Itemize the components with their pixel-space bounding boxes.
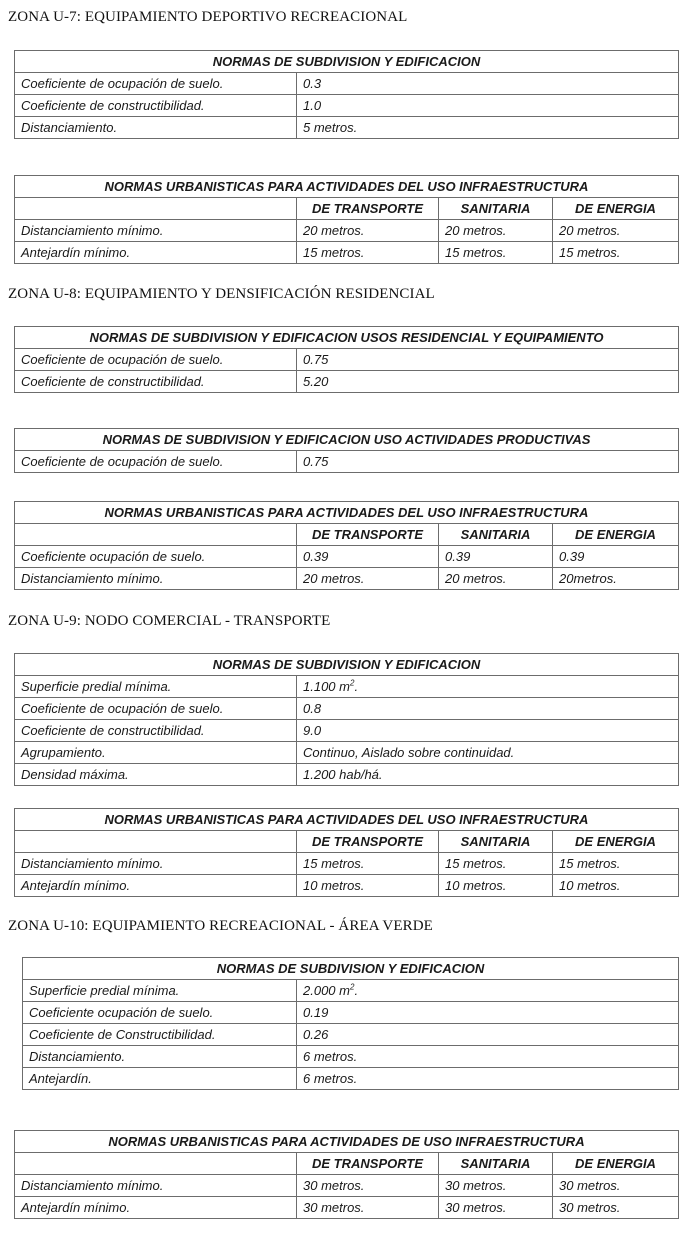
u7-infraestructura-table — [14, 175, 679, 264]
table-row — [15, 676, 679, 698]
table-row — [15, 117, 679, 139]
table-header: NORMAS DE SUBDIVISION Y EDIFICACION — [15, 51, 679, 73]
u8-residencial-table — [14, 326, 679, 393]
cell-sanitaria: 15 metros. — [439, 853, 553, 875]
row-value: 2.000 $m^2$. — [297, 980, 679, 1002]
cell-energia: 20metros. — [553, 568, 679, 590]
col-header-energia: DE ENERGIA — [553, 1153, 679, 1175]
cell-energia: 0.39 — [553, 546, 679, 568]
row-label: Antejardín. — [23, 1068, 297, 1090]
table-row — [15, 371, 679, 393]
table-row — [15, 242, 679, 264]
cell-transporte: 0.39 — [297, 546, 439, 568]
table-row — [15, 349, 679, 371]
row-label: Coeficiente de constructibilidad. — [15, 95, 297, 117]
cell-sanitaria: 30 metros. — [439, 1175, 553, 1197]
row-label: Coeficiente de constructibilidad. — [15, 720, 297, 742]
zone-title-u10: ZONA U-10: EQUIPAMIENTO RECREACIONAL - ÁREA VERDE — [8, 918, 433, 934]
cell-transporte: 30 metros. — [297, 1197, 439, 1219]
table-header: NORMAS URBANISTICAS PARA ACTIVIDADES DE USO INFRAESTRUCTURA — [15, 1131, 679, 1153]
zone-title-u8: ZONA U-8: EQUIPAMIENTO Y DENSIFICACIÓN RESIDENCIAL — [8, 286, 435, 302]
row-label: Distanciamiento. — [15, 117, 297, 139]
row-value: 6 metros. — [297, 1068, 679, 1090]
row-value: 5 metros. — [297, 117, 679, 139]
cell-sanitaria: 10 metros. — [439, 875, 553, 897]
cell-energia: 30 metros. — [553, 1197, 679, 1219]
col-header-transporte: DE TRANSPORTE — [297, 198, 439, 220]
table-header: NORMAS URBANISTICAS PARA ACTIVIDADES DEL USO INFRAESTRUCTURA — [15, 502, 679, 524]
row-value: 5.20 — [297, 371, 679, 393]
blank-cell — [15, 524, 297, 546]
row-value: 1.0 — [297, 95, 679, 117]
cell-sanitaria: 30 metros. — [439, 1197, 553, 1219]
cell-sanitaria: 15 metros. — [439, 242, 553, 264]
table-row — [15, 764, 679, 786]
row-label: Antejardín mínimo. — [15, 242, 297, 264]
table-row — [15, 95, 679, 117]
row-label: Distanciamiento mínimo. — [15, 568, 297, 590]
row-value: 0.8 — [297, 698, 679, 720]
table-row — [23, 1002, 679, 1024]
table-header: NORMAS URBANISTICAS PARA ACTIVIDADES DEL USO INFRAESTRUCTURA — [15, 809, 679, 831]
cell-energia: 20 metros. — [553, 220, 679, 242]
row-label: Coeficiente de Constructibilidad. — [23, 1024, 297, 1046]
cell-energia: 30 metros. — [553, 1175, 679, 1197]
cell-sanitaria: 0.39 — [439, 546, 553, 568]
table-row — [23, 1068, 679, 1090]
row-label: Antejardín mínimo. — [15, 875, 297, 897]
table-header: NORMAS URBANISTICAS PARA ACTIVIDADES DEL USO INFRAESTRUCTURA — [15, 176, 679, 198]
col-header-transporte: DE TRANSPORTE — [297, 831, 439, 853]
col-header-sanitaria: SANITARIA — [439, 1153, 553, 1175]
col-header-transporte: DE TRANSPORTE — [297, 1153, 439, 1175]
row-label: Coeficiente ocupación de suelo. — [23, 1002, 297, 1024]
table-row — [15, 875, 679, 897]
row-label: Densidad máxima. — [15, 764, 297, 786]
cell-energia: 15 metros. — [553, 853, 679, 875]
col-header-energia: DE ENERGIA — [553, 198, 679, 220]
row-label: Distanciamiento mínimo. — [15, 220, 297, 242]
row-value: 0.3 — [297, 73, 679, 95]
table-row — [15, 451, 679, 473]
row-label: Coeficiente de ocupación de suelo. — [15, 73, 297, 95]
row-label: Coeficiente de ocupación de suelo. — [15, 349, 297, 371]
row-label: Coeficiente de constructibilidad. — [15, 371, 297, 393]
row-label: Antejardín mínimo. — [15, 1197, 297, 1219]
table-row — [15, 220, 679, 242]
table-header: NORMAS DE SUBDIVISION Y EDIFICACION — [23, 958, 679, 980]
table-row — [15, 853, 679, 875]
cell-transporte: 10 metros. — [297, 875, 439, 897]
row-label: Superficie predial mínima. — [23, 980, 297, 1002]
col-header-energia: DE ENERGIA — [553, 831, 679, 853]
row-label: Coeficiente de ocupación de suelo. — [15, 451, 297, 473]
u9-subdivision-table — [14, 653, 679, 786]
row-label: Distanciamiento mínimo. — [15, 853, 297, 875]
col-header-sanitaria: SANITARIA — [439, 524, 553, 546]
table-row — [23, 980, 679, 1002]
col-header-sanitaria: SANITARIA — [439, 198, 553, 220]
row-label: Coeficiente ocupación de suelo. — [15, 546, 297, 568]
cell-transporte: 20 metros. — [297, 568, 439, 590]
table-row — [15, 1175, 679, 1197]
table-row — [15, 568, 679, 590]
zone-title-u9: ZONA U-9: NODO COMERCIAL - TRANSPORTE — [8, 613, 331, 629]
cell-transporte: 15 metros. — [297, 853, 439, 875]
row-value: 6 metros. — [297, 1046, 679, 1068]
table-row — [23, 1046, 679, 1068]
u7-subdivision-table — [14, 50, 679, 139]
blank-cell — [15, 1153, 297, 1175]
table-row — [15, 73, 679, 95]
u10-subdivision-table — [22, 957, 679, 1090]
col-header-transporte: DE TRANSPORTE — [297, 524, 439, 546]
table-header: NORMAS DE SUBDIVISION Y EDIFICACION — [15, 654, 679, 676]
cell-energia: 10 metros. — [553, 875, 679, 897]
row-label: Agrupamiento. — [15, 742, 297, 764]
row-value: 0.26 — [297, 1024, 679, 1046]
table-row — [23, 1024, 679, 1046]
row-value: 1.100 $m^2$. — [297, 676, 679, 698]
cell-transporte: 15 metros. — [297, 242, 439, 264]
row-label: Superficie predial mínima. — [15, 676, 297, 698]
table-row — [15, 698, 679, 720]
table-row — [15, 1197, 679, 1219]
zone-title-u7: ZONA U-7: EQUIPAMIENTO DEPORTIVO RECREACIONAL — [8, 9, 408, 25]
cell-sanitaria: 20 metros. — [439, 220, 553, 242]
row-value: Continuo, Aislado sobre continuidad. — [297, 742, 679, 764]
u10-infraestructura-table — [14, 1130, 679, 1219]
cell-transporte: 20 metros. — [297, 220, 439, 242]
cell-sanitaria: 20 metros. — [439, 568, 553, 590]
row-value: 9.0 — [297, 720, 679, 742]
blank-cell — [15, 831, 297, 853]
u9-infraestructura-table — [14, 808, 679, 897]
row-value: 0.19 — [297, 1002, 679, 1024]
blank-cell — [15, 198, 297, 220]
cell-transporte: 30 metros. — [297, 1175, 439, 1197]
row-value: 1.200 hab/há. — [297, 764, 679, 786]
u8-productivas-table — [14, 428, 679, 473]
row-label: Distanciamiento mínimo. — [15, 1175, 297, 1197]
row-label: Coeficiente de ocupación de suelo. — [15, 698, 297, 720]
cell-energia: 15 metros. — [553, 242, 679, 264]
u8-infraestructura-table — [14, 501, 679, 590]
table-header: NORMAS DE SUBDIVISION Y EDIFICACION USO ACTIVIDADES PRODUCTIVAS — [15, 429, 679, 451]
table-row — [15, 720, 679, 742]
col-header-sanitaria: SANITARIA — [439, 831, 553, 853]
row-value: 0.75 — [297, 451, 679, 473]
table-row — [15, 546, 679, 568]
col-header-energia: DE ENERGIA — [553, 524, 679, 546]
table-row — [15, 742, 679, 764]
row-label: Distanciamiento. — [23, 1046, 297, 1068]
table-header: NORMAS DE SUBDIVISION Y EDIFICACION USOS RESIDENCIAL Y EQUIPAMIENTO — [15, 327, 679, 349]
row-value: 0.75 — [297, 349, 679, 371]
